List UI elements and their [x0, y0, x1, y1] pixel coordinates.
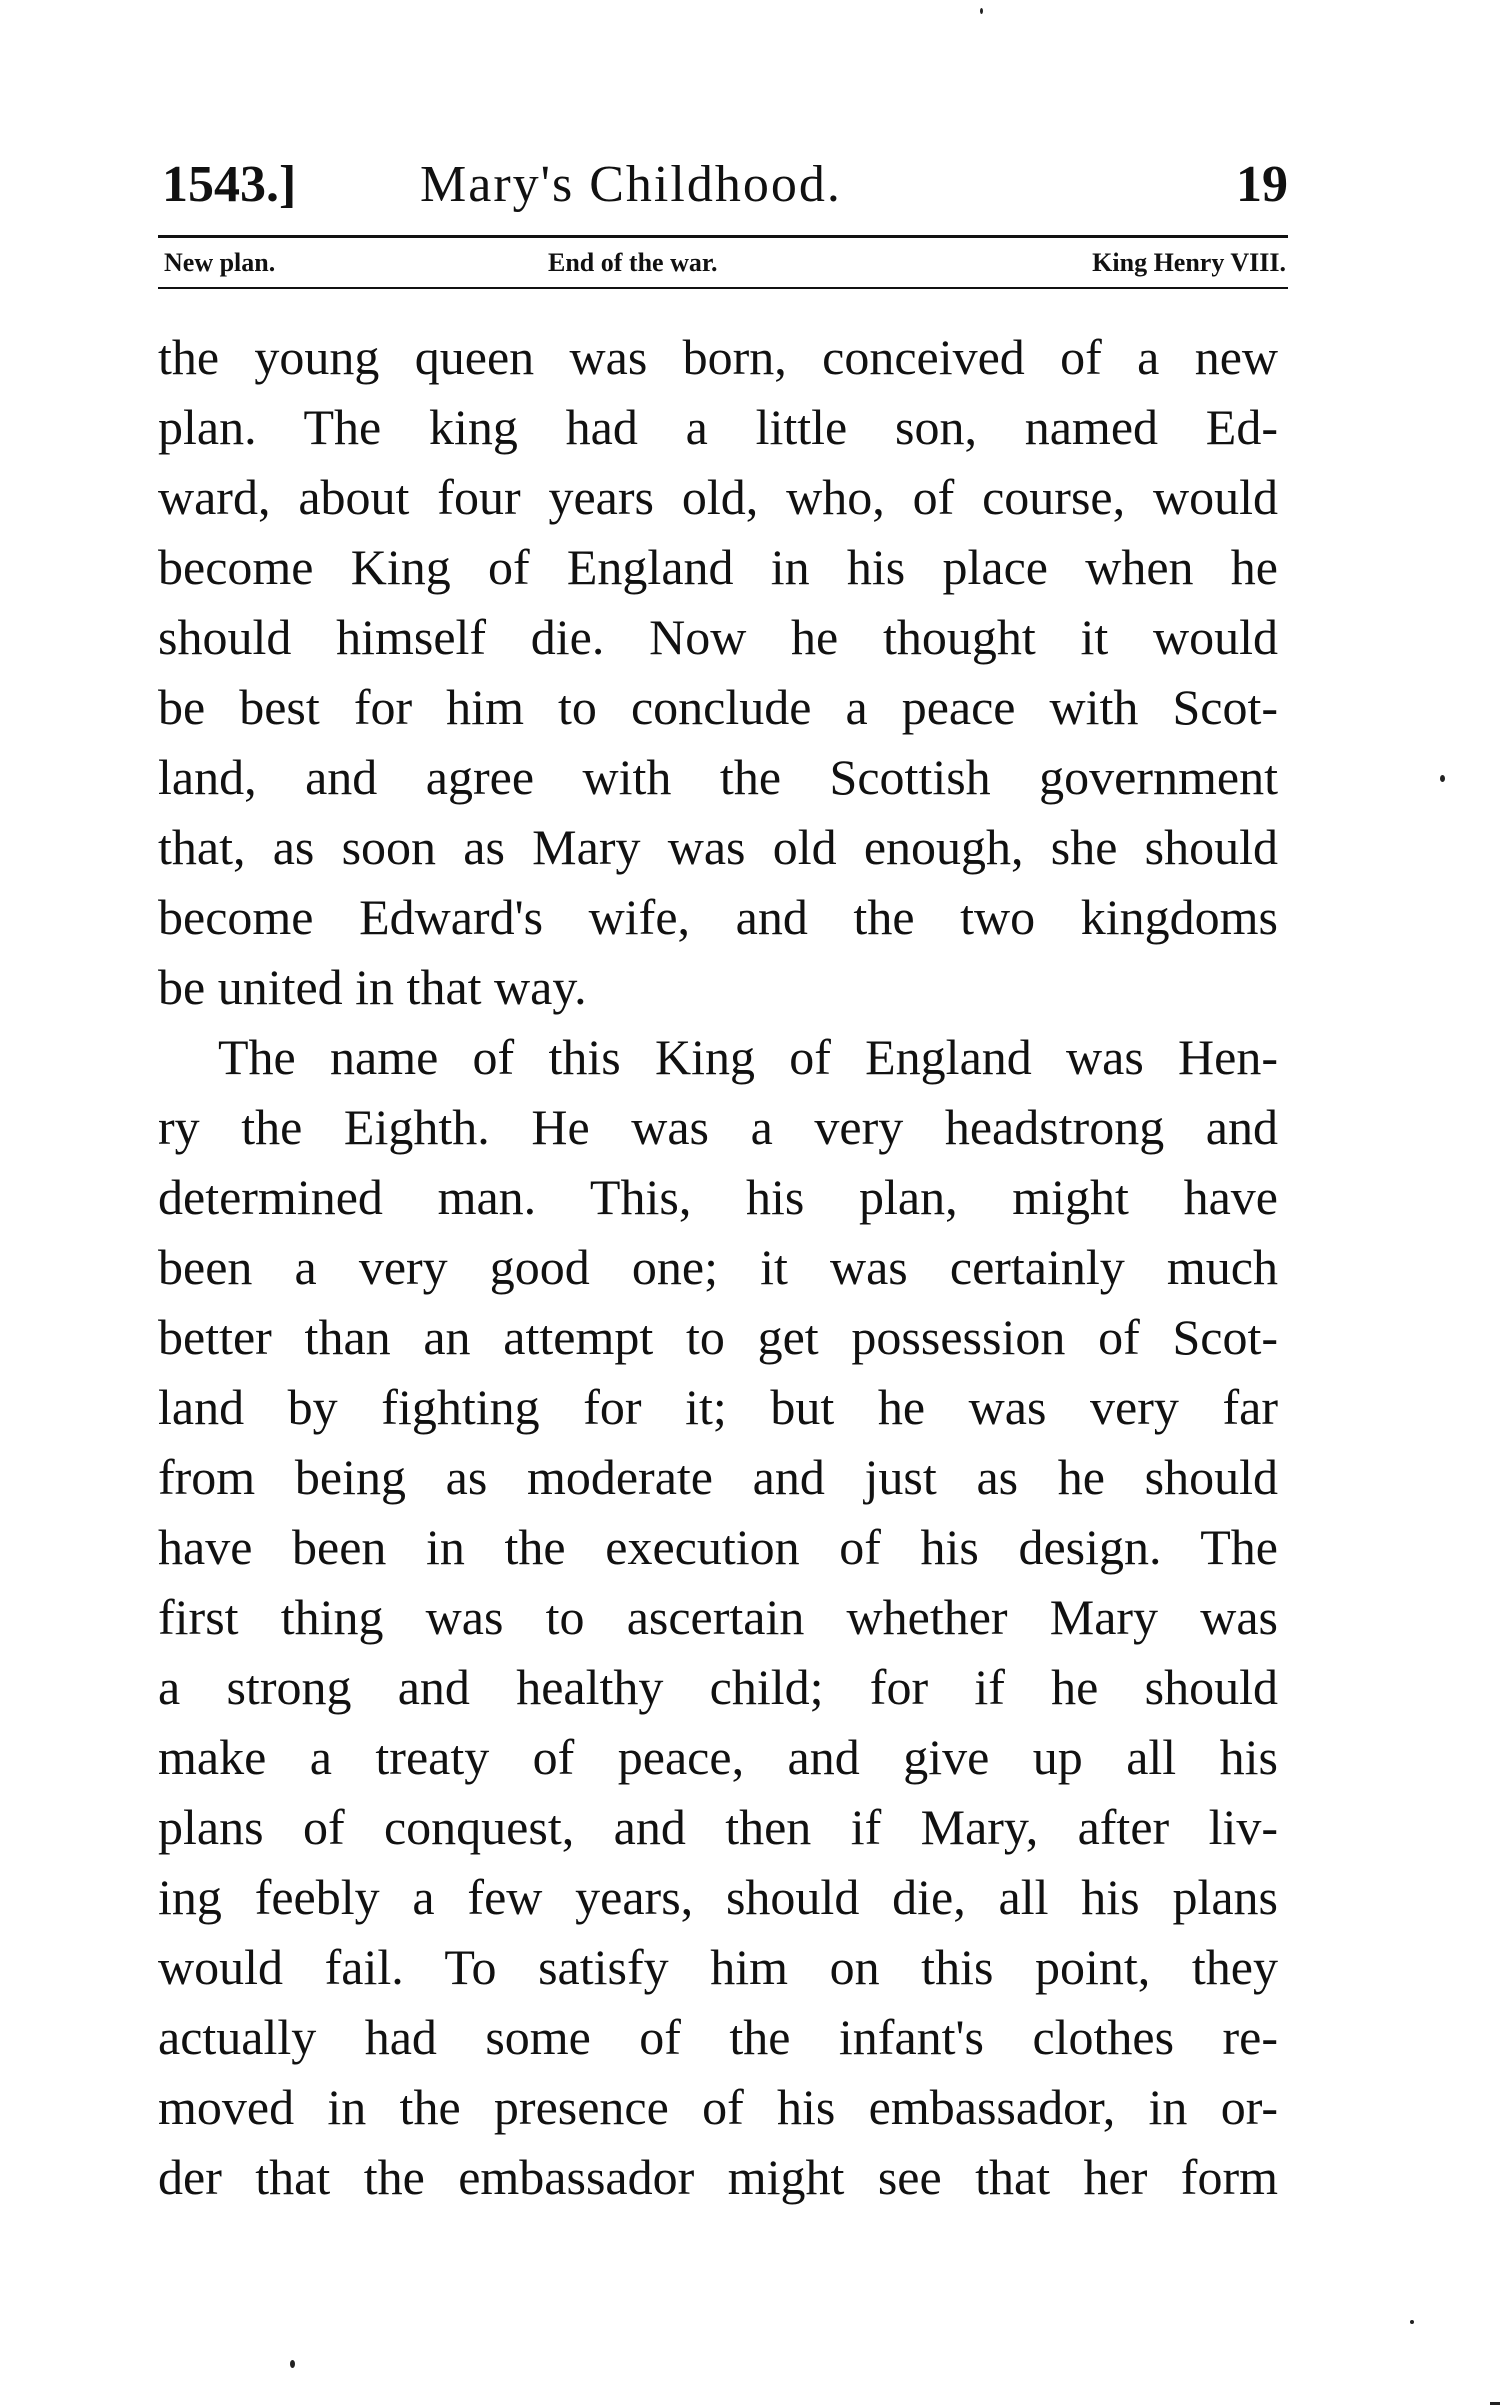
- text-line: become Edward's wife, and the two kingdoms: [158, 889, 1278, 945]
- text-line: should himself die. Now he thought it would: [158, 609, 1278, 665]
- text-line: from being as moderate and just as he should: [158, 1449, 1278, 1505]
- margin-notes: [158, 243, 1288, 283]
- text-line: be best for him to conclude a peace with Scot-: [158, 679, 1278, 735]
- text-line: the young queen was born, conceived of a new: [158, 329, 1278, 385]
- text-line: ry the Eighth. He was a very headstrong and: [158, 1099, 1278, 1155]
- margin-note-center: End of the war.: [548, 248, 718, 277]
- text-line: moved in the presence of his embassador, in or-: [158, 2079, 1278, 2135]
- text-line: be united in that way.: [158, 959, 587, 1015]
- header-rule-bottom: [158, 287, 1288, 289]
- text-line: become King of England in his place when he: [158, 539, 1278, 595]
- text-line: der that the embassador might see that her form: [158, 2149, 1278, 2205]
- text-line: been a very good one; it was certainly much: [158, 1239, 1278, 1295]
- page-number: 19: [1236, 156, 1288, 213]
- margin-note-left: New plan.: [164, 248, 276, 277]
- running-head-title: Mary's Childhood.: [420, 156, 842, 213]
- text-line: land, and agree with the Scottish government: [158, 749, 1278, 805]
- text-line: a strong and healthy child; for if he should: [158, 1659, 1278, 1715]
- running-head: [158, 150, 1288, 220]
- text-line: better than an attempt to get possession of Scot-: [158, 1309, 1278, 1365]
- body-text: [158, 322, 1278, 2212]
- text-line: make a treaty of peace, and give up all his: [158, 1729, 1278, 1785]
- text-line: plans of conquest, and then if Mary, after liv-: [158, 1799, 1278, 1855]
- running-head-year: 1543.]: [162, 156, 297, 213]
- text-line: plan. The king had a little son, named Ed-: [158, 399, 1278, 455]
- text-line: that, as soon as Mary was old enough, she should: [158, 819, 1278, 875]
- text-line: determined man. This, his plan, might have: [158, 1169, 1278, 1225]
- text-line: land by fighting for it; but he was very far: [158, 1379, 1278, 1435]
- text-line: ward, about four years old, who, of course, would: [158, 469, 1278, 525]
- text-line: The name of this King of England was Hen-: [218, 1029, 1278, 1085]
- text-line: have been in the execution of his design. The: [158, 1519, 1278, 1575]
- text-line: ing feebly a few years, should die, all his plans: [158, 1869, 1278, 1925]
- margin-note-right: King Henry VIII.: [1092, 248, 1286, 277]
- header-rule-top: [158, 235, 1288, 238]
- text-line: actually had some of the infant's clothes re-: [158, 2009, 1278, 2065]
- text-line: first thing was to ascertain whether Mary was: [158, 1589, 1278, 1645]
- text-line: would fail. To satisfy him on this point, they: [158, 1939, 1278, 1995]
